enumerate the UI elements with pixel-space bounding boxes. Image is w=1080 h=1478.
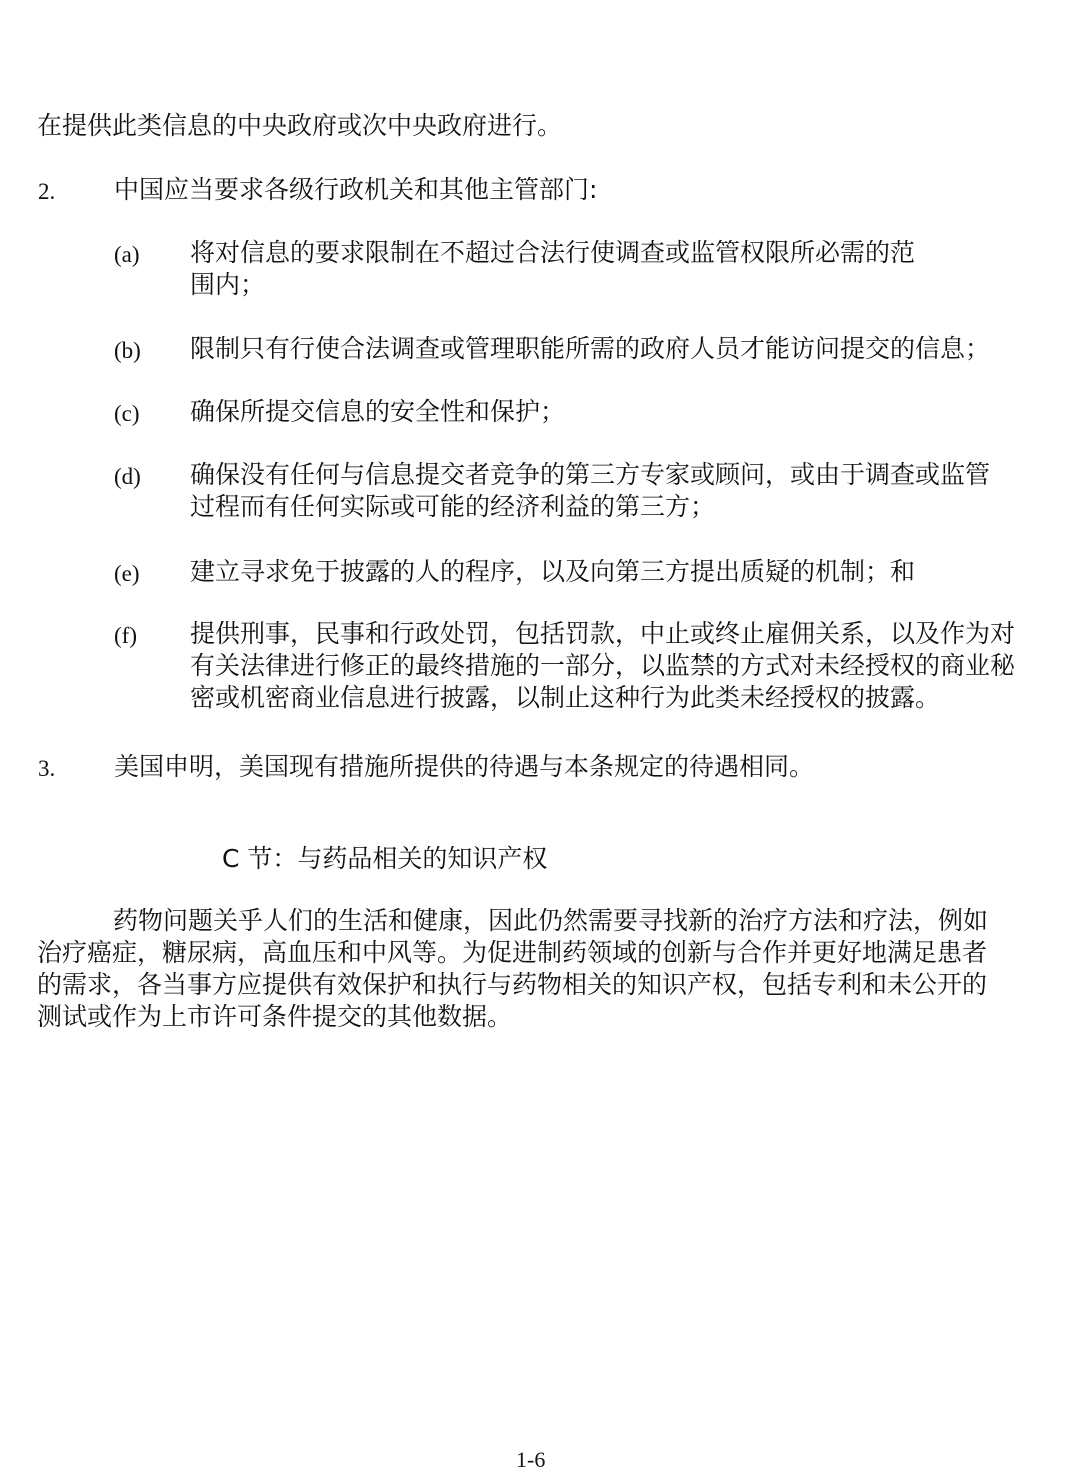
subitem-e-line-1: 建立寻求免于披露的人的程序，以及向第三方提出质疑的机制；和: [190, 557, 916, 586]
subitem-d-text: [190, 459, 990, 523]
item-2-text: 中国应当要求各级行政机关和其他主管部门:: [114, 175, 598, 204]
subitem-f-text: [190, 618, 1015, 714]
item-2-number: 2.: [38, 179, 56, 204]
subitem-c-label: (c): [114, 401, 140, 426]
subitem-f-line-1: 提供刑事，民事和行政处罚，包括罚款，中止或终止雇佣关系，以及作为对: [190, 619, 1016, 648]
subitem-a-line-1: 将对信息的要求限制在不超过合法行使调查或监管权限所必需的范: [190, 238, 916, 267]
subitem-d-label: (d): [114, 464, 141, 489]
subitem-e-text: [190, 556, 915, 588]
subitem-c-line-1: 确保所提交信息的安全性和保护；: [190, 397, 566, 426]
subitem-b-text: [190, 333, 990, 365]
subitem-f-label: (f): [114, 623, 137, 648]
subitem-a-text: [190, 237, 915, 301]
section-heading: C 节：与药品相关的知识产权: [222, 844, 548, 873]
item-3-text: 美国申明，美国现有措施所提供的待遇与本条规定的待遇相同。: [114, 752, 815, 781]
subitem-c-text: [190, 396, 565, 428]
subitem-b-label: (b): [114, 338, 141, 363]
paragraph-line-1: 药物问题关乎人们的生活和健康，因此仍然需要寻找新的治疗方法和疗法，例如: [113, 906, 989, 935]
section-paragraph: [37, 905, 988, 1033]
subitem-b-line-1: 限制只有行使合法调查或管理职能所需的政府人员才能访问提交的信息；: [190, 334, 991, 363]
paragraph-line-2: 治疗癌症，糖尿病，高血压和中风等。为促进制药领域的创新与合作并更好地满足患者: [37, 938, 988, 967]
item-3-number: 3.: [38, 756, 56, 781]
subitem-e-label: (e): [114, 561, 140, 586]
paragraph-line-3: 的需求，各当事方应提供有效保护和执行与药物相关的知识产权，包括专利和未公开的: [37, 970, 988, 999]
subitem-a-line-2: 围内；: [190, 270, 266, 299]
subitem-f-line-2: 有关法律进行修正的最终措施的一部分，以监禁的方式对未经授权的商业秘: [190, 651, 1016, 680]
intro-line: 在提供此类信息的中央政府或次中央政府进行。: [37, 111, 563, 140]
subitem-a-label: (a): [114, 242, 140, 267]
subitem-d-line-2: 过程而有任何实际或可能的经济利益的第三方；: [190, 492, 716, 521]
paragraph-line-4: 测试或作为上市许可条件提交的其他数据。: [37, 1002, 513, 1031]
page-number: 1-6: [516, 1447, 546, 1472]
subitem-f-line-3: 密或机密商业信息进行披露，以制止这种行为此类未经授权的披露。: [190, 683, 941, 712]
subitem-d-line-1: 确保没有任何与信息提交者竞争的第三方专家或顾问，或由于调查或监管: [190, 460, 991, 489]
